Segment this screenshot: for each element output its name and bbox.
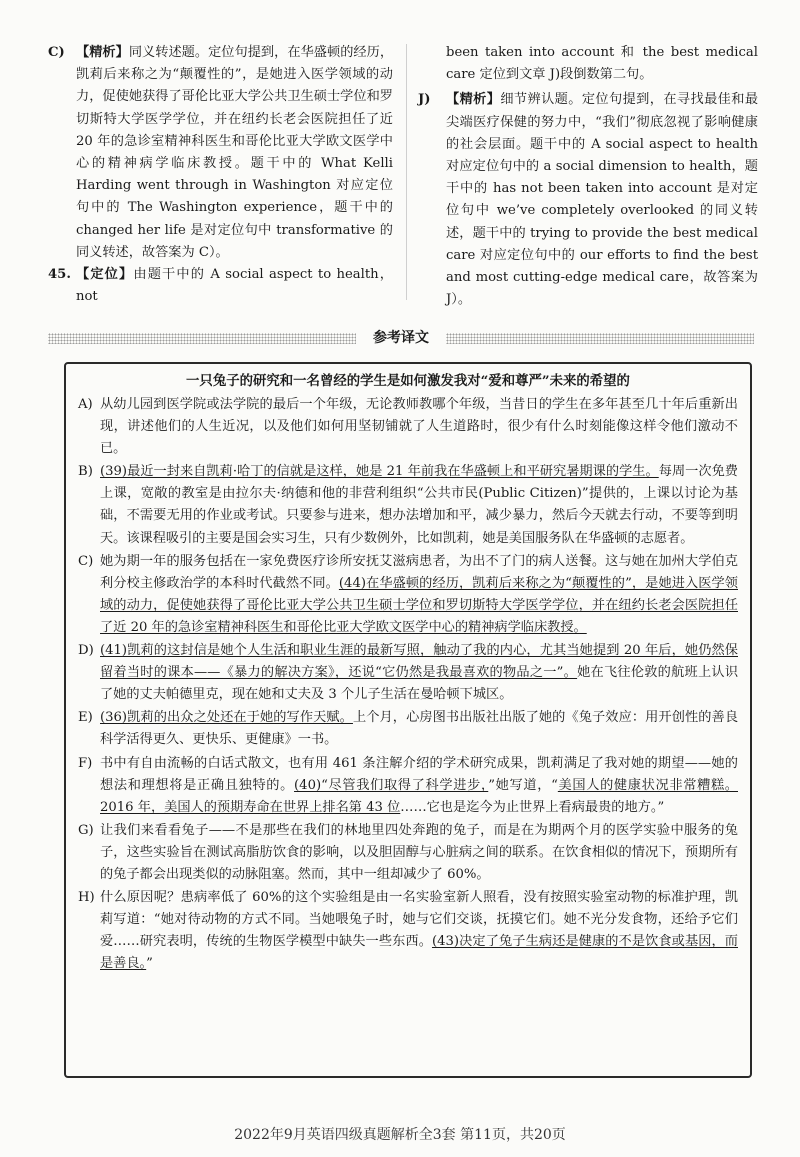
- paragraph-b-label: B): [78, 464, 93, 480]
- question-45-location: [48, 264, 393, 308]
- left-column: [48, 42, 393, 308]
- paragraph-a-label: A): [78, 397, 93, 412]
- analysis-j-label: J): [418, 92, 431, 108]
- paragraph-b-underlined: (39)最近一封来自凯莉·哈丁的信就是这样，她是 21 年前我在华盛顿上和平研究暑期课的学生。: [100, 464, 659, 480]
- paragraph-h-underlined: (43)决定了兔子生病还是健康的不是饮食或基因，而是善良。: [100, 934, 738, 972]
- column-divider: [406, 44, 407, 300]
- question-45-text: 由题干中的 A social aspect to health，not: [76, 267, 393, 305]
- paragraph-g: [78, 820, 738, 886]
- paragraph-c-label: C): [78, 553, 94, 569]
- question-45-continued: been taken into account 和 the best medical care 定位到文章 J)段倒数第二句。: [446, 45, 758, 83]
- paragraph-h-end: ”: [146, 956, 153, 972]
- paragraph-f-underlined-2: 美国人的健康状况非常糟糕。2016 年，美国人的预期寿命在世界上排名第 43 位: [100, 777, 738, 815]
- paragraph-e: [78, 707, 738, 751]
- section-title: 参考译文: [373, 330, 429, 346]
- analysis-c-text: 同义转述题。定位句提到，在华盛顿的经历，凯莉后来称之为“颠覆性的”，是她进入医学领域的动力，促使她获得了哥伦比亚大学公共卫生硕士学位和罗切斯特大学医学学位，并在纽约长老会医院担任了近 20 年的急诊室精神科医生和哥伦比亚大学欧文医学中心的精神病学临床教授。题干中的 What Kelli Harding went through in Washington 对应定位句中的 The Washington experience，题干中的 changed her life 是对定位句中 transformative 的同义转述，故答案为 C）。: [76, 45, 394, 260]
- paragraph-c: [78, 551, 738, 639]
- question-45-number: 45.: [48, 267, 71, 283]
- page-footer: 2022年9月英语四级真题解析全3套 第11页，共20页: [234, 1127, 566, 1143]
- paragraph-e-underlined: (36)凯莉的出众之处还在于她的写作天赋。: [100, 710, 353, 726]
- section-header-pattern-right: [446, 333, 754, 344]
- paragraph-f-label: F): [78, 755, 93, 771]
- section-header: [48, 328, 754, 348]
- paragraph-d-text: 她在飞往伦敦的航班上认识了她的丈夫帕德里克，现在她和丈夫及 3 个儿子生活在曼哈顿下城区。: [100, 665, 739, 703]
- paragraph-h-label: H): [78, 890, 95, 906]
- paragraph-a: [78, 394, 738, 460]
- paragraph-f: [78, 753, 738, 819]
- paragraph-g-label: G): [78, 822, 94, 838]
- analysis-c: [48, 42, 393, 264]
- paragraph-c-underlined: (44)在华盛顿的经历，凯莉后来称之为“颠覆性的”，是她进入医学领域的动力，促使她获得了哥伦比亚大学公共卫生硕士学位和罗切斯特大学医学学位，并在纽约长老会医院担任了近 20 年的急诊室精神科医生和哥伦比亚大学欧文医学中心的精神病学临床教授。: [100, 575, 738, 635]
- paragraph-d-underlined: (41)凯莉的这封信是她个人生活和职业生涯的最新写照，触动了我的内心，尤其当她提到 20 年后，她仍然保留着当时的课本——《暴力的解决方案》，还说“它仍然是我最喜欢的物品之一”。: [100, 643, 738, 681]
- right-column: [418, 42, 758, 311]
- paragraph-a-text: 从幼儿园到医学院或法学院的最后一个年级，无论教师教哪个年级，当昔日的学生在多年甚至几十年后重新出现，讲述他们的人生近况，以及他们如何用坚韧铺就了人生道路时，很少有什么时刻能像这样令他们激动不已。: [100, 397, 738, 457]
- paragraph-f-end: ……它也是迄今为止世界上看病最贵的地方。”: [400, 799, 665, 815]
- analysis-j-text: 细节辨认题。定位句提到，在寻找最佳和最尖端医疗保健的努力中，“我们”彻底忽视了影响健康的社会层面。题干中的 A social aspect to health 对应定位句中的 a social dimension to health，题干中的 has not been taken into account 是对定位句中 we’ve completely overlooked 的同义转述，题干中的 trying to provide the best medical care 对应定位句中的 our efforts to find the best and most cutting-edge medical care，故答案为 J）。: [446, 92, 759, 308]
- translation-title: 一只兔子的研究和一名曾经的学生是如何激发我对“爱和尊严”未来的希望的: [186, 373, 630, 389]
- paragraph-h-text: 什么原因呢？患病率低了 60%的这个实验组是由一名实验室新人照看，没有按照实验室动物的标准护理，凯莉写道：“她对待动物的方式不同。当她喂兔子时，她与它们交谈，抚摸它们。她不光分发食物，还给予它们爱……研究表明，传统的生物医学模型中缺失一些东西。: [100, 890, 738, 950]
- paragraph-f-text: 书中有自由流畅的白话式散文，也有用 461 条注解介绍的学术研究成果，凯莉满足了我对她的期望——她的想法和理想将是正确且独特的。: [100, 755, 738, 793]
- paragraph-f-mid: ”她写道，“: [488, 777, 558, 793]
- analysis-j-tag: 【精析】: [446, 92, 501, 108]
- paragraph-g-text: 让我们来看看兔子——不是那些在我们的林地里四处奔跑的兔子，而是在为期两个月的医学实验中服务的兔子，这些实验旨在测试高脂肪饮食的影响，以及胆固醇与心脏病之间的联系。在饮食相似的情况下，预期所有的兔子都会出现类似的动脉阻塞。然而，其中一组却减少了 60%。: [100, 822, 738, 882]
- translation-box: [64, 362, 752, 1078]
- section-header-pattern-left: [48, 333, 356, 344]
- paragraph-h: [78, 887, 738, 975]
- paragraph-f-underlined-1: (40)“尽管我们取得了科学进步，: [294, 777, 489, 793]
- paragraph-b: [78, 461, 738, 549]
- paragraph-b-text: 每周一次免费上课，宽敞的教室是由拉尔夫·纳德和他的非营利组织“公共市民(Public Citizen)”提供的，上课以讨论为基础，不需要无用的作业或考试。只要参与进来，想办法增加和平，减少暴力，然后今天就去行动，不要等到明天。该课程吸引的主要是国会实习生，只有少数例外，比如凯莉，她是美国服务队在华盛顿的志愿者。: [100, 464, 738, 546]
- question-45-tag: 【定位】: [76, 267, 134, 283]
- analysis-j: [418, 89, 758, 311]
- paragraph-e-label: E): [78, 710, 93, 726]
- paragraph-d-label: D): [78, 643, 94, 659]
- paragraph-c-text: 她为期一年的服务包括在一家免费医疗诊所安抚艾滋病患者，为出不了门的病人送餐。这与她在加州大学伯克利分校主修政治学的本科时代截然不同。: [100, 553, 738, 591]
- paragraph-e-text: 上个月，心房图书出版社出版了她的《兔子效应：用开创性的善良科学活得更久、更快乐、更健康》一书。: [100, 710, 739, 748]
- analysis-c-label: C): [48, 45, 65, 60]
- paragraph-d: [78, 640, 738, 706]
- analysis-c-tag: 【精析】: [76, 45, 129, 60]
